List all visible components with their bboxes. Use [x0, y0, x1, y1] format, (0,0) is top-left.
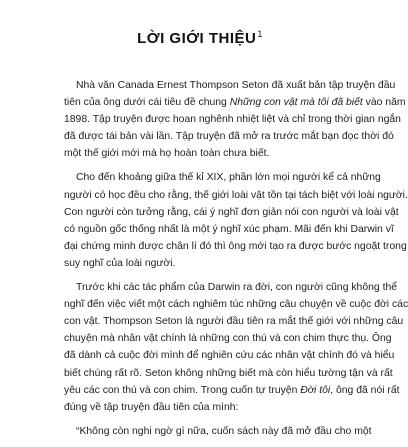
text-line: nghĩ đến việc viết một cách nghiêm túc những câu chuyện về cuộc đời các: [64, 299, 408, 311]
text-line: chuyện mà nhân vật chính là những con thú và con chim thực thụ. Ông: [64, 333, 392, 345]
text-line: 1898. Tập truyện được hoan nghênh nhiệt liệt và chỉ trong thời gian ngắn: [64, 114, 401, 126]
text-line: đã được tái bản vài lần. Tập truyện đã mở ra trước mắt bạn đọc thời đó: [64, 131, 394, 143]
body-text: [64, 77, 408, 447]
text-line: đúng về tập truyện đầu tiên của mình:: [64, 401, 239, 413]
title-text: LỜI GIỚI THIỆU: [137, 30, 257, 47]
text-line: suy nghĩ của loài người.: [64, 257, 176, 269]
text-line: một thế giới mới mà họ hoàn toàn chưa biết.: [64, 148, 270, 160]
paragraph: [64, 423, 372, 440]
paragraph: [64, 77, 406, 162]
text-segment: , ông đã nói rất: [330, 384, 400, 396]
text-line: [64, 94, 406, 111]
text-line: Nhà văn Canada Ernest Thompson Seton đã xuất bản tập truyện đầu: [76, 80, 396, 91]
text-segment: vào năm: [362, 97, 406, 109]
text-line: đại chứng minh được chân lí đó thì ông mới tạo ra được bước ngoặt trong: [64, 240, 407, 252]
text-segment: tiên của ông dưới cái tiêu đề chung: [64, 97, 230, 109]
paragraph: [64, 279, 408, 416]
text-line: Cho đến khoảng giữa thế kỉ XIX, phần lớn mọi người kể cả những: [76, 172, 381, 184]
text-line: biết chúng rất rõ. Seton không những biết mà còn hiểu tường tận và rất: [64, 367, 393, 379]
paragraph: [64, 169, 408, 272]
italic-title: Đời tôi: [300, 384, 331, 396]
italic-title: Những con vật mà tôi đã biết: [229, 97, 363, 109]
text-line: [64, 382, 400, 399]
text-line: Trước khi các tác phẩm của Darwin ra đời, con người cũng không thể: [76, 282, 398, 294]
text-line: đã dành cả cuộc đời mình để nghiên cứu các nhân vật chính đó và hiểu: [64, 350, 395, 362]
text-line: người có học đều cho rằng, thế giới loài vật tồn tại tách biệt với loài người.: [64, 189, 408, 201]
text-line: “Không còn nghi ngờ gì nữa, cuốn sách này đã mở đầu cho một: [76, 425, 372, 437]
text-line: có nguồn gốc thống nhất là một ý nghĩ xúc phạm. Mãi đến khi Darwin vĩ: [64, 223, 394, 235]
page-title: [0, 30, 400, 47]
text-line: con vật. Thompson Seton là người đầu tiên ra mắt thế giới với những câu: [64, 316, 404, 328]
footnote-mark: 1: [257, 29, 263, 39]
text-line: Con người còn tưởng rằng, cái ý nghĩ đơn giản nói con người và loài vật: [64, 206, 399, 218]
text-segment: yêu các con thú và con chim. Trong cuốn tự truyện: [64, 384, 301, 396]
